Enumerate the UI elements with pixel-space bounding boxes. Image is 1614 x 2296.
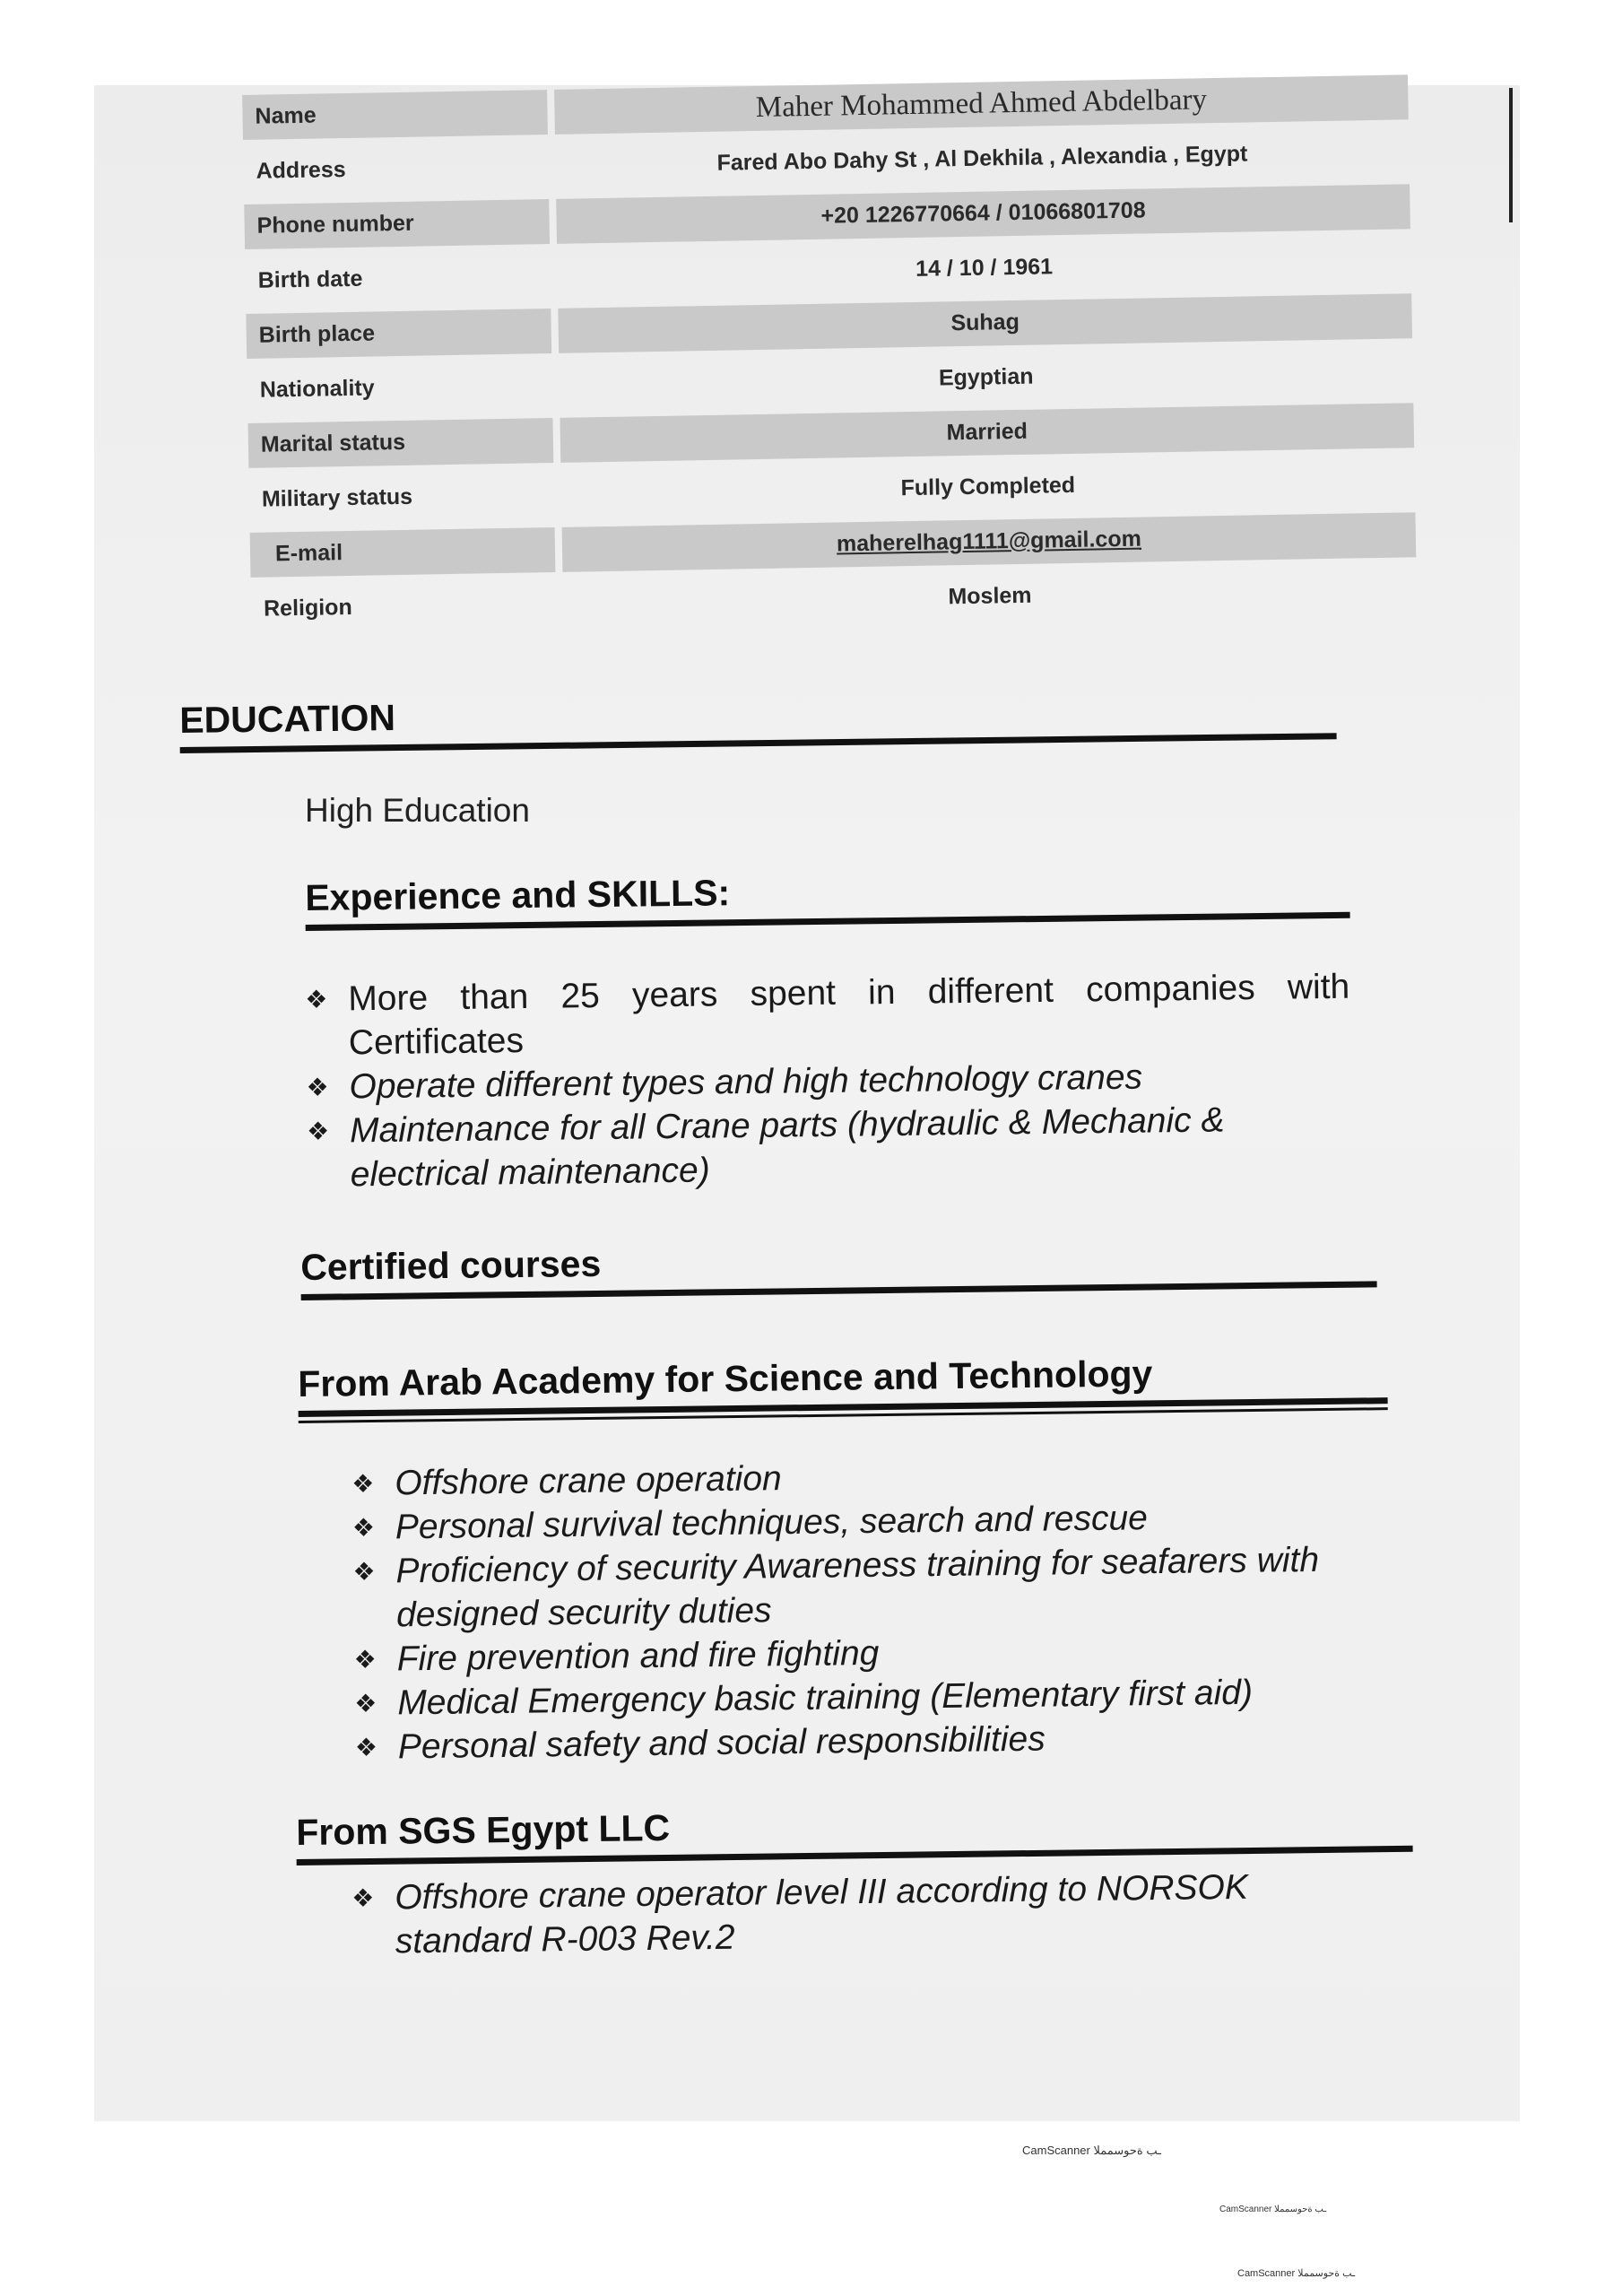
arab-academy-heading: From Arab Academy for Science and Technology [298, 1352, 1153, 1405]
birth-place-label: Birth place [246, 309, 551, 359]
camscanner-watermark: CamScanner ـب ةحوسمملا [1219, 2205, 1327, 2214]
bullet-icon: ❖ [351, 1469, 375, 1498]
address-label: Address [256, 156, 346, 184]
address-value: Fared Abo Dahy St , Al Dekhila , Alexandia , Egypt [716, 141, 1248, 176]
list-item [307, 1097, 1352, 1197]
religion-label: Religion [263, 594, 352, 622]
birth-date-label: Birth date [257, 265, 363, 293]
email-link[interactable]: maherelhag1111@gmail.com [562, 512, 1417, 572]
certified-heading: Certified courses [300, 1242, 602, 1288]
experience-heading: Experience and SKILLS: [305, 872, 731, 918]
list-item-text: Proficiency of security Awareness training for seafarers with designed security duties [395, 1540, 1320, 1635]
bullet-icon: ❖ [306, 1117, 330, 1145]
bullet-icon: ❖ [305, 985, 328, 1013]
arab-academy-list [351, 1449, 1400, 1770]
experience-list [305, 965, 1352, 1197]
bullet-icon: ❖ [354, 1733, 378, 1761]
religion-value: Moslem [948, 582, 1032, 610]
marital-status-value: Married [560, 403, 1414, 463]
name-label: Name [242, 90, 548, 140]
camscanner-watermark: CamScanner ـب ةحوسمملا [1237, 2268, 1356, 2279]
marital-status-label: Marital status [247, 418, 553, 468]
list-item-text: Maintenance for all Crane parts (hydraulic & Mechanic & electrical maintenance) [349, 1100, 1225, 1195]
list-item-text: Operate different types and high technology cranes [349, 1057, 1143, 1107]
birth-date-value: 14 / 10 / 1961 [915, 254, 1054, 282]
list-item-text: Personal safety and social responsibilities [397, 1719, 1046, 1767]
sgs-list [351, 1864, 1393, 1964]
phone-value: +20 1226770664 / 01066801708 [556, 184, 1410, 244]
list-item [351, 1864, 1393, 1964]
bullet-icon: ❖ [351, 1883, 375, 1912]
email-label: E-mail [250, 526, 556, 577]
list-item-text: Personal survival techniques, search and rescue [395, 1499, 1149, 1547]
list-item-text: More than 25 years spent in different companies with Certificates [348, 967, 1350, 1063]
bullet-icon: ❖ [352, 1557, 376, 1586]
scan-edge-mark [1509, 88, 1513, 222]
list-item-text: Offshore crane operator level III according to NORSOK standard R-003 Rev.2 [395, 1867, 1249, 1961]
personal-info-table [242, 69, 1417, 637]
list-item-text: Medical Emergency basic training (Elementary first aid) [397, 1673, 1254, 1723]
education-heading: EDUCATION [179, 697, 396, 741]
phone-label: Phone number [244, 199, 550, 249]
bullet-icon: ❖ [354, 1689, 377, 1718]
military-status-label: Military status [261, 483, 413, 512]
list-item-text: Offshore crane operation [395, 1459, 782, 1503]
bullet-icon: ❖ [306, 1073, 329, 1101]
sgs-heading: From SGS Egypt LLC [296, 1806, 671, 1853]
education-text: High Education [305, 792, 530, 829]
nationality-label: Nationality [259, 375, 375, 403]
birth-place-value: Suhag [558, 293, 1412, 353]
list-item [305, 965, 1350, 1065]
list-item [352, 1537, 1398, 1638]
camscanner-watermark: CamScanner ـب ةحوسمملا [1022, 2144, 1161, 2157]
military-status-value: Fully Completed [900, 472, 1076, 501]
name-value: Maher Mohammed Ahmed Abdelbary [554, 74, 1409, 135]
bullet-icon: ❖ [353, 1645, 377, 1674]
nationality-value: Egyptian [938, 363, 1034, 391]
bullet-icon: ❖ [351, 1513, 376, 1542]
list-item-text: Fire prevention and fire fighting [396, 1633, 880, 1679]
